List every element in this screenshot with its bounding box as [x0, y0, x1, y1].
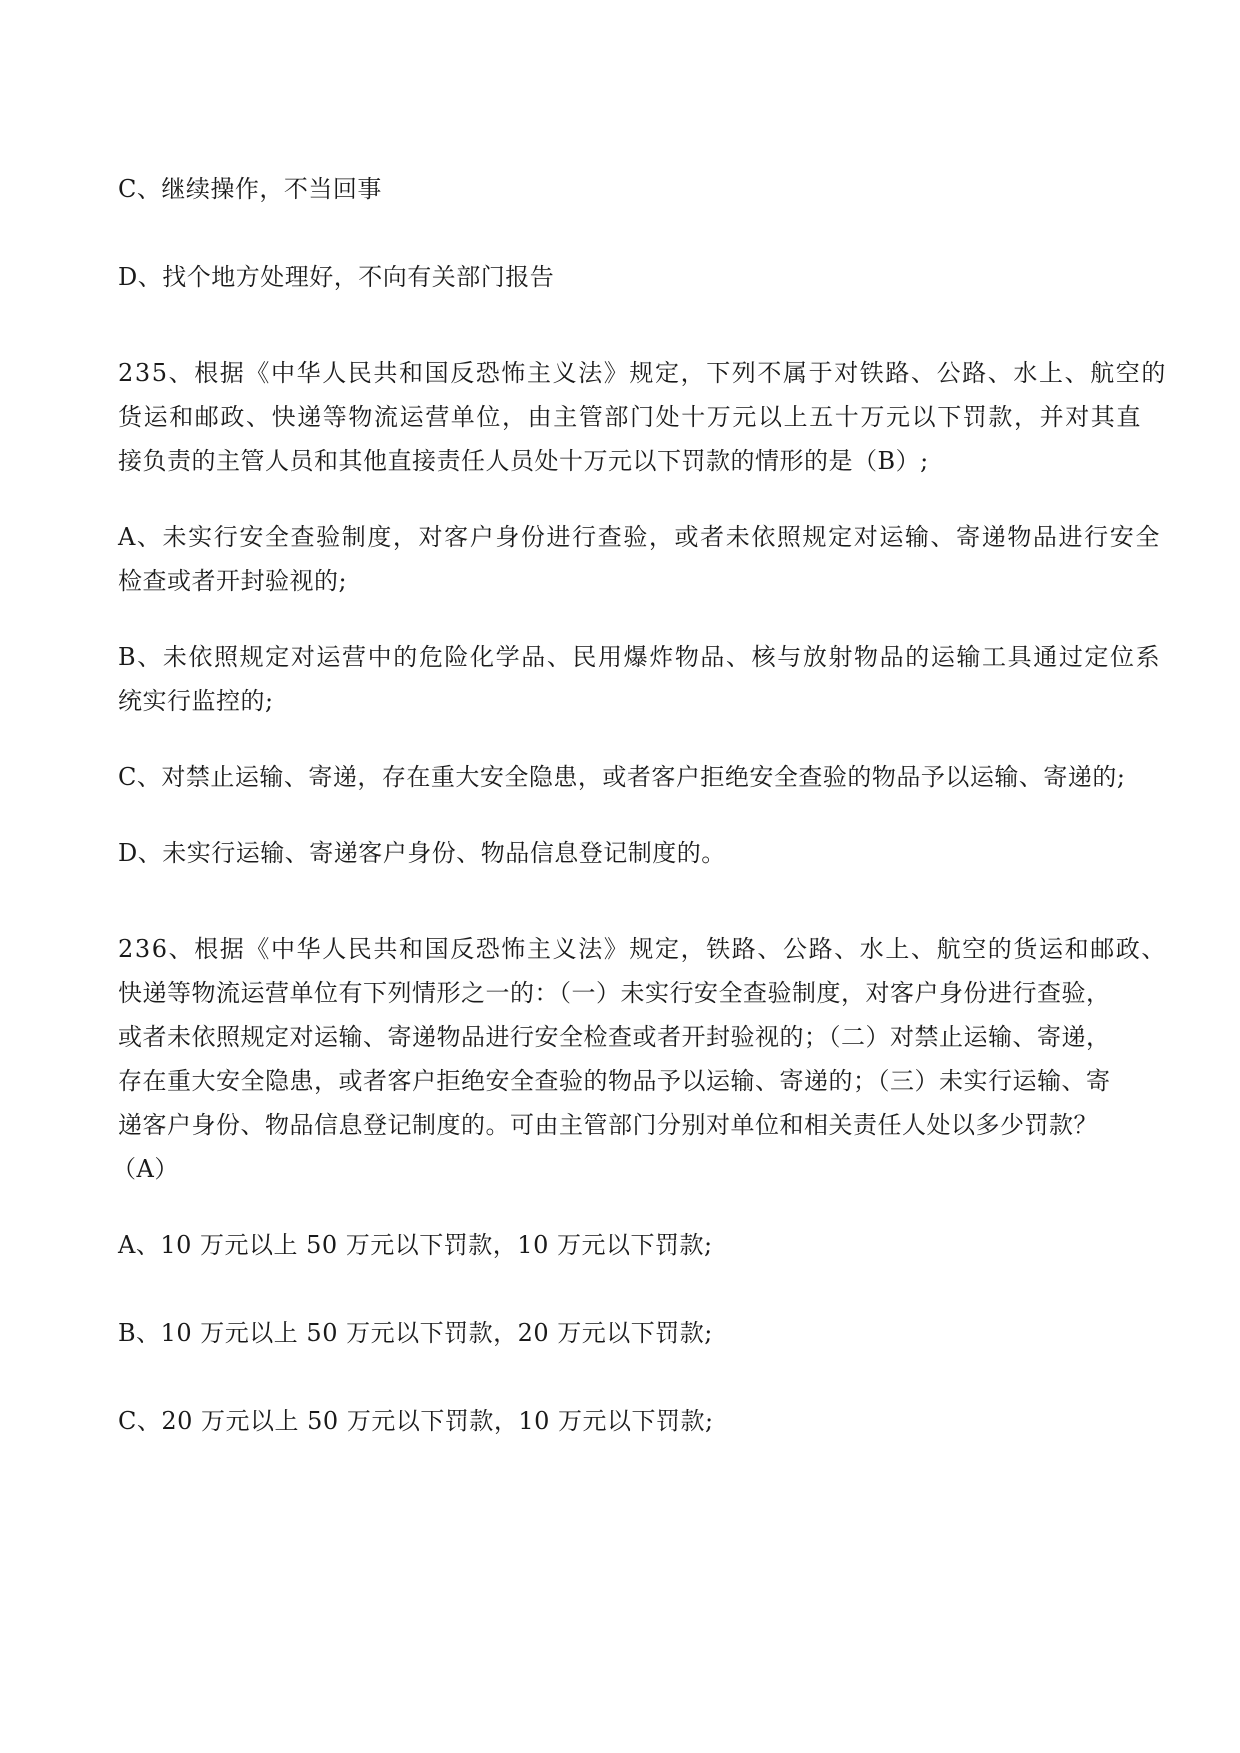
q235-stem-line-2: 货运和邮政、快递等物流运营单位，由主管部门处十万元以上五十万元以下罚款，并对其直: [118, 403, 1142, 431]
q235-option-a-line-1: A、未实行安全查验制度，对客户身份进行查验，或者未依照规定对运输、寄递物品进行安全: [118, 523, 1161, 551]
q236-option-b: B、10 万元以上 50 万元以下罚款，20 万元以下罚款;: [118, 1319, 713, 1347]
q235-option-d: D、未实行运输、寄递客户身份、物品信息登记制度的。: [118, 839, 726, 867]
q236-stem-line-2: 快递等物流运营单位有下列情形之一的：（一）未实行安全查验制度，对客户身份进行查验，: [118, 979, 1111, 1007]
q235-stem-line-3: 接负责的主管人员和其他直接责任人员处十万元以下罚款的情形的是（B）;: [118, 447, 929, 475]
q236-stem-line-4: 存在重大安全隐患，或者客户拒绝安全查验的物品予以运输、寄递的；（三）未实行运输、寄: [118, 1067, 1111, 1095]
q235-stem-line-1: 235、根据《中华人民共和国反恐怖主义法》规定，下列不属于对铁路、公路、水上、航空的: [118, 359, 1168, 387]
q234-option-d: D、找个地方处理好，不向有关部门报告: [118, 263, 555, 291]
q236-stem-line-3: 或者未依照规定对运输、寄递物品进行安全检查或者开封验视的；（二）对禁止运输、寄递，: [118, 1023, 1111, 1051]
q236-option-a: A、10 万元以上 50 万元以下罚款，10 万元以下罚款;: [118, 1231, 713, 1259]
q235-option-c: C、对禁止运输、寄递，存在重大安全隐患，或者客户拒绝安全查验的物品予以运输、寄递的;: [118, 763, 1126, 791]
q236-stem-line-5: 递客户身份、物品信息登记制度的。可由主管部门分别对单位和相关责任人处以多少罚款？: [118, 1111, 1098, 1139]
q235-option-b-line-2: 统实行监控的;: [118, 687, 274, 715]
q236-option-c: C、20 万元以上 50 万元以下罚款，10 万元以下罚款;: [118, 1407, 714, 1435]
q236-answer-line: （A）: [112, 1155, 179, 1183]
q235-option-a-line-2: 检查或者开封验视的;: [118, 567, 348, 595]
q234-option-c: C、继续操作，不当回事: [118, 175, 382, 203]
q235-option-b-line-1: B、未依照规定对运营中的危险化学品、民用爆炸物品、核与放射物品的运输工具通过定位系: [118, 643, 1162, 671]
q236-stem-line-1: 236、根据《中华人民共和国反恐怖主义法》规定，铁路、公路、水上、航空的货运和邮政、: [118, 935, 1168, 963]
